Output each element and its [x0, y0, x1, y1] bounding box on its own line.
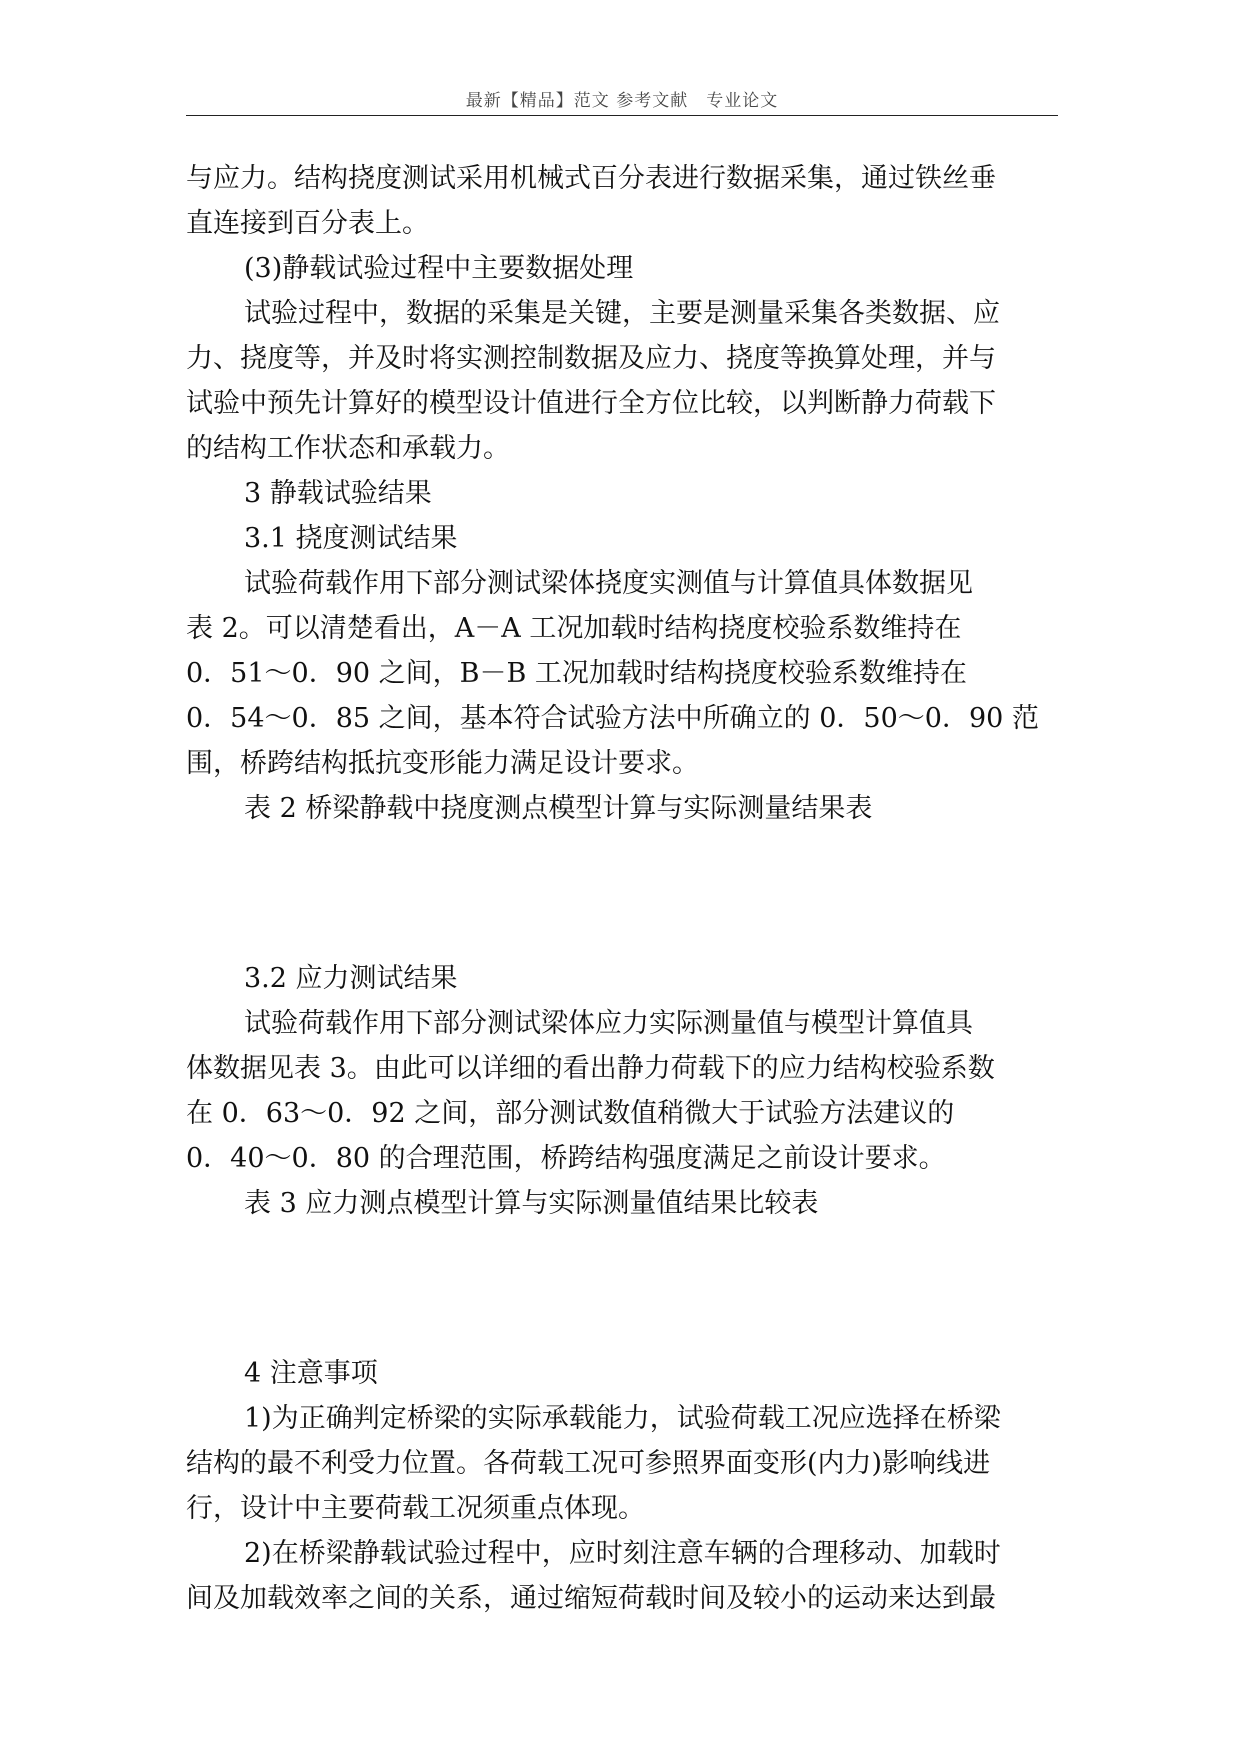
paragraph-line: 0．51～0．90 之间，B－B 工况加载时结构挠度校验系数维持在: [186, 658, 967, 689]
subheading-data-processing: (3)静载试验过程中主要数据处理: [244, 253, 634, 284]
table-2-placeholder: [186, 831, 1058, 956]
section-heading-4: 4 注意事项: [244, 1358, 378, 1389]
paragraph-line: 表 2。可以清楚看出，A－A 工况加载时结构挠度校验系数维持在: [186, 613, 962, 644]
table-3-caption: 表 3 应力测点模型计算与实际测量值结果比较表: [244, 1188, 819, 1219]
header-divider: [186, 115, 1058, 116]
table-3-placeholder: [186, 1226, 1058, 1351]
paragraph-line: 间及加载效率之间的关系，通过缩短荷载时间及较小的运动来达到最: [186, 1583, 996, 1614]
table-2-caption: 表 2 桥梁静载中挠度测点模型计算与实际测量结果表: [244, 793, 873, 824]
section-heading-3-1: 3.1 挠度测试结果: [244, 523, 458, 554]
paragraph-line: 试验荷载作用下部分测试梁体挠度实测值与计算值具体数据见: [244, 568, 973, 599]
paragraph-line: 围，桥跨结构抵抗变形能力满足设计要求。: [186, 748, 699, 779]
paragraph-line: 0．40～0．80 的合理范围，桥跨结构强度满足之前设计要求。: [186, 1143, 946, 1174]
paragraph-line: 1)为正确判定桥梁的实际承载能力，试验荷载工况应选择在桥梁: [244, 1403, 1001, 1434]
paragraph-line: 试验中预先计算好的模型设计值进行全方位比较，以判断静力荷载下: [186, 388, 996, 419]
paragraph-line: 的结构工作状态和承载力。: [186, 433, 510, 464]
page-header: 最新【精品】范文 参考文献 专业论文: [465, 91, 779, 111]
paragraph-line: 与应力。结构挠度测试采用机械式百分表进行数据采集，通过铁丝垂: [186, 163, 996, 194]
paragraph-line: 直连接到百分表上。: [186, 208, 429, 239]
document-body: [186, 156, 1058, 1621]
paragraph-line: 行，设计中主要荷载工况须重点体现。: [186, 1493, 645, 1524]
paragraph-line: 体数据见表 3。由此可以详细的看出静力荷载下的应力结构校验系数: [186, 1053, 995, 1084]
paragraph-line: 2)在桥梁静载试验过程中，应时刻注意车辆的合理移动、加载时: [244, 1538, 1001, 1569]
section-heading-3: 3 静载试验结果: [244, 478, 432, 509]
paragraph-line: 0．54～0．85 之间，基本符合试验方法中所确立的 0．50～0．90 范: [186, 703, 1039, 734]
paragraph-line: 试验过程中，数据的采集是关键，主要是测量采集各类数据、应: [244, 298, 1000, 329]
paragraph-line: 在 0．63～0．92 之间，部分测试数值稍微大于试验方法建议的: [186, 1098, 955, 1129]
section-heading-3-2: 3.2 应力测试结果: [244, 963, 458, 994]
paragraph-line: 试验荷载作用下部分测试梁体应力实际测量值与模型计算值具: [244, 1008, 973, 1039]
paragraph-line: 结构的最不利受力位置。各荷载工况可参照界面变形(内力)影响线进: [186, 1448, 991, 1479]
paragraph-line: 力、挠度等，并及时将实测控制数据及应力、挠度等换算处理，并与: [186, 343, 996, 374]
